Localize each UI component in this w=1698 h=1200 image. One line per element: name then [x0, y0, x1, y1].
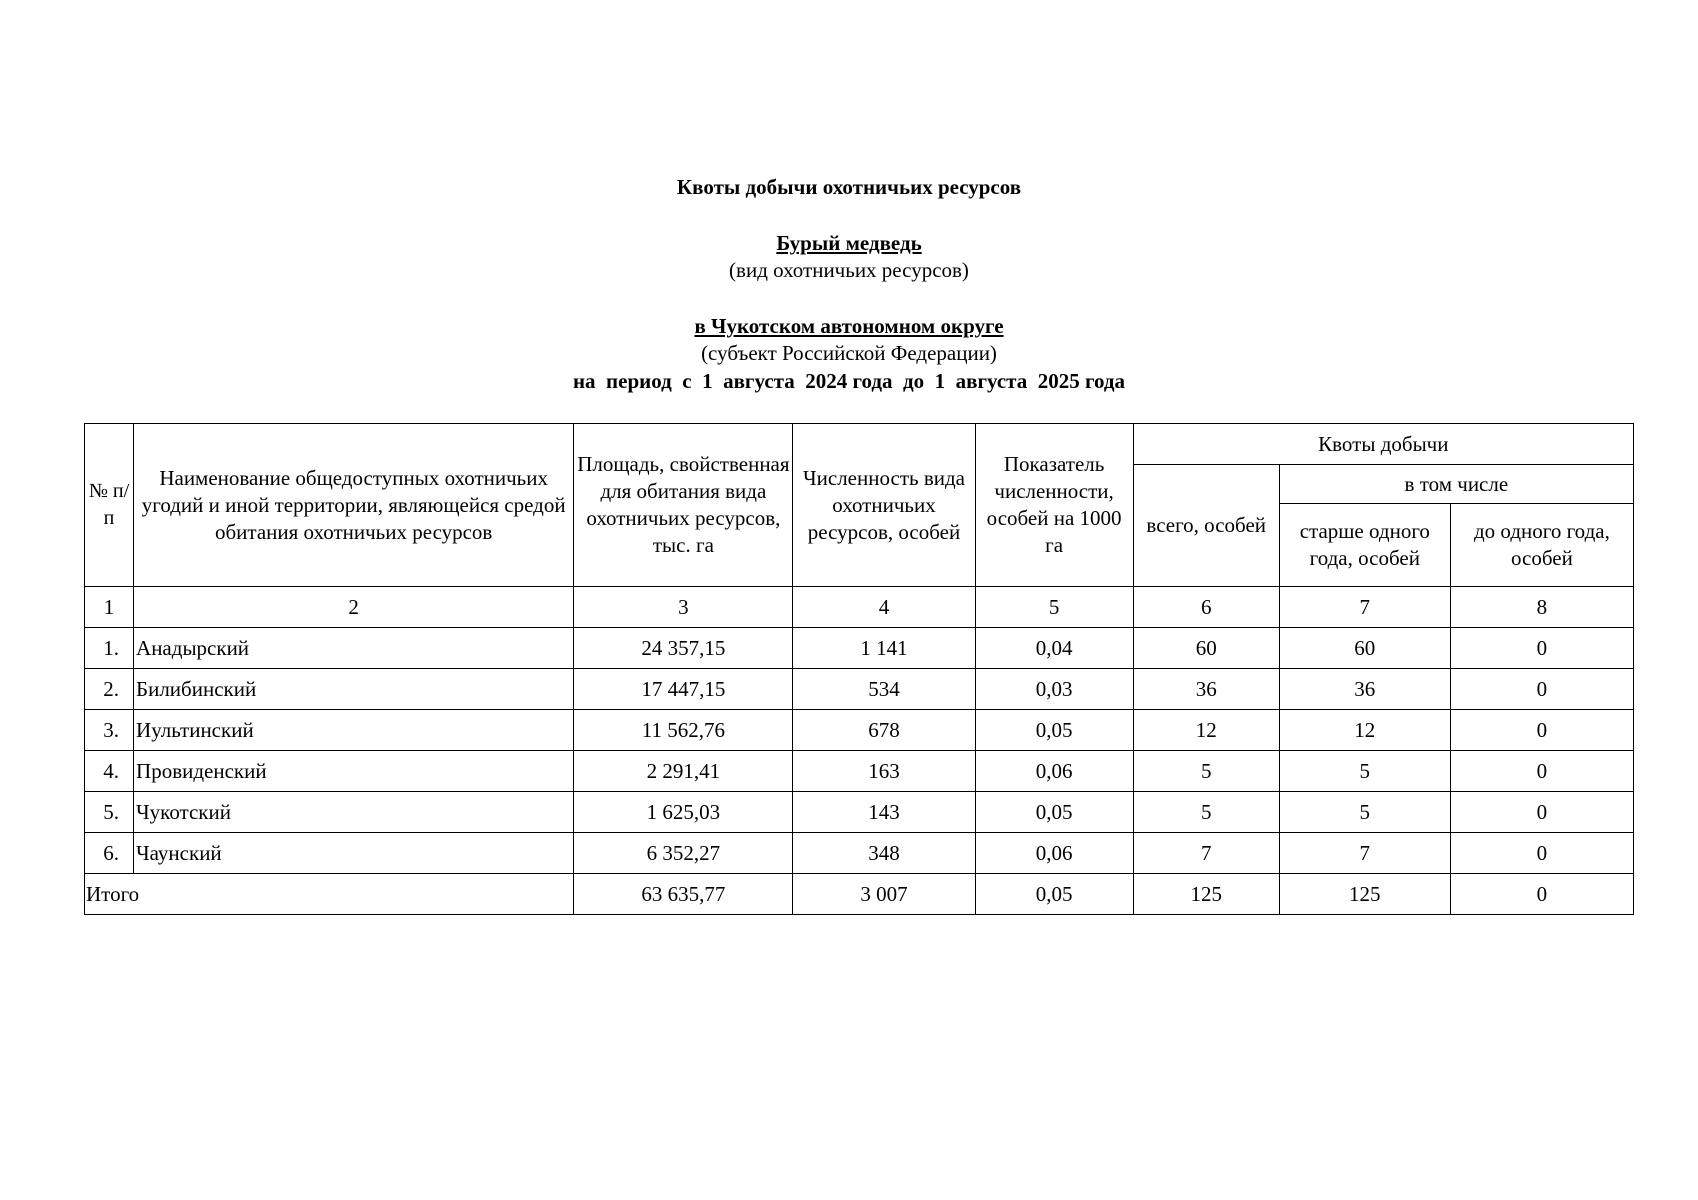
header-count: Численность вида охотничьих ресурсов, особей — [793, 424, 975, 587]
total-younger: 0 — [1450, 874, 1633, 915]
row-younger: 0 — [1450, 792, 1633, 833]
header-older: старше одного года, особей — [1279, 504, 1450, 587]
row-density: 0,05 — [975, 710, 1133, 751]
row-density: 0,05 — [975, 792, 1133, 833]
row-older: 12 — [1279, 710, 1450, 751]
total-area: 63 635,77 — [574, 874, 793, 915]
table-row — [85, 628, 1634, 669]
row-older: 36 — [1279, 669, 1450, 710]
row-count: 143 — [793, 792, 975, 833]
row-number: 5. — [85, 792, 134, 833]
row-younger: 0 — [1450, 669, 1633, 710]
row-name: Анадырский — [134, 628, 574, 669]
row-area: 1 625,03 — [574, 792, 793, 833]
header-quota: Квоты добычи — [1133, 424, 1633, 465]
row-density: 0,03 — [975, 669, 1133, 710]
period-line: на период с 1 августа 2024 года до 1 августа 2025 года — [572, 369, 1126, 393]
row-older: 60 — [1279, 628, 1450, 669]
row-density: 0,06 — [975, 751, 1133, 792]
row-total: 12 — [1133, 710, 1279, 751]
row-number: 2. — [85, 669, 134, 710]
row-density: 0,06 — [975, 833, 1133, 874]
row-name: Иультинский — [134, 710, 574, 751]
table-row — [85, 833, 1634, 874]
row-density: 0,04 — [975, 628, 1133, 669]
row-name: Чукотский — [134, 792, 574, 833]
header-including: в том числе — [1279, 465, 1633, 504]
column-number: 7 — [1279, 587, 1450, 628]
species-name: Бурый медведь — [776, 231, 922, 255]
header-total: всего, особей — [1133, 465, 1279, 587]
row-count: 163 — [793, 751, 975, 792]
column-number: 8 — [1450, 587, 1633, 628]
table-row — [85, 669, 1634, 710]
row-younger: 0 — [1450, 628, 1633, 669]
column-number: 2 — [134, 587, 574, 628]
row-older: 5 — [1279, 792, 1450, 833]
table-row — [85, 792, 1634, 833]
header-num: № п/п — [85, 424, 134, 587]
region-caption: (субъект Российской Федерации) — [701, 341, 997, 365]
total-label: Итого — [85, 874, 574, 915]
row-total: 5 — [1133, 792, 1279, 833]
row-count: 1 141 — [793, 628, 975, 669]
column-number: 1 — [85, 587, 134, 628]
header-density: Показатель численности, особей на 1000 га — [975, 424, 1133, 587]
total-total: 125 — [1133, 874, 1279, 915]
document-title: Квоты добычи охотничьих ресурсов — [676, 175, 1022, 199]
header-area: Площадь, свойственная для обитания вида охотничьих ресурсов, тыс. га — [574, 424, 793, 587]
row-number: 3. — [85, 710, 134, 751]
column-number: 6 — [1133, 587, 1279, 628]
total-density: 0,05 — [975, 874, 1133, 915]
row-number: 1. — [85, 628, 134, 669]
total-count: 3 007 — [793, 874, 975, 915]
row-number: 6. — [85, 833, 134, 874]
row-area: 24 357,15 — [574, 628, 793, 669]
row-younger: 0 — [1450, 833, 1633, 874]
row-area: 11 562,76 — [574, 710, 793, 751]
header-younger: до одного года, особей — [1450, 504, 1633, 587]
row-total: 5 — [1133, 751, 1279, 792]
row-name: Билибинский — [134, 669, 574, 710]
column-number: 3 — [574, 587, 793, 628]
row-name: Чаунский — [134, 833, 574, 874]
row-total: 60 — [1133, 628, 1279, 669]
quota-table — [84, 423, 1634, 915]
row-total: 36 — [1133, 669, 1279, 710]
row-total: 7 — [1133, 833, 1279, 874]
row-younger: 0 — [1450, 751, 1633, 792]
species-caption: (вид охотничьих ресурсов) — [729, 258, 969, 282]
row-count: 678 — [793, 710, 975, 751]
total-row — [85, 874, 1634, 915]
row-name: Провиденский — [134, 751, 574, 792]
row-area: 2 291,41 — [574, 751, 793, 792]
row-older: 5 — [1279, 751, 1450, 792]
column-number: 5 — [975, 587, 1133, 628]
row-count: 534 — [793, 669, 975, 710]
table-row — [85, 710, 1634, 751]
region-name: в Чукотском автономном округе — [694, 314, 1004, 338]
row-number: 4. — [85, 751, 134, 792]
total-older: 125 — [1279, 874, 1450, 915]
row-younger: 0 — [1450, 710, 1633, 751]
row-area: 6 352,27 — [574, 833, 793, 874]
column-number: 4 — [793, 587, 975, 628]
row-count: 348 — [793, 833, 975, 874]
row-older: 7 — [1279, 833, 1450, 874]
header-name: Наименование общедоступных охотничьих угодий и иной территории, являющейся средой обитания охотничьих ресурсов — [134, 424, 574, 587]
table-row — [85, 751, 1634, 792]
column-numbers-row — [85, 587, 1634, 628]
row-area: 17 447,15 — [574, 669, 793, 710]
